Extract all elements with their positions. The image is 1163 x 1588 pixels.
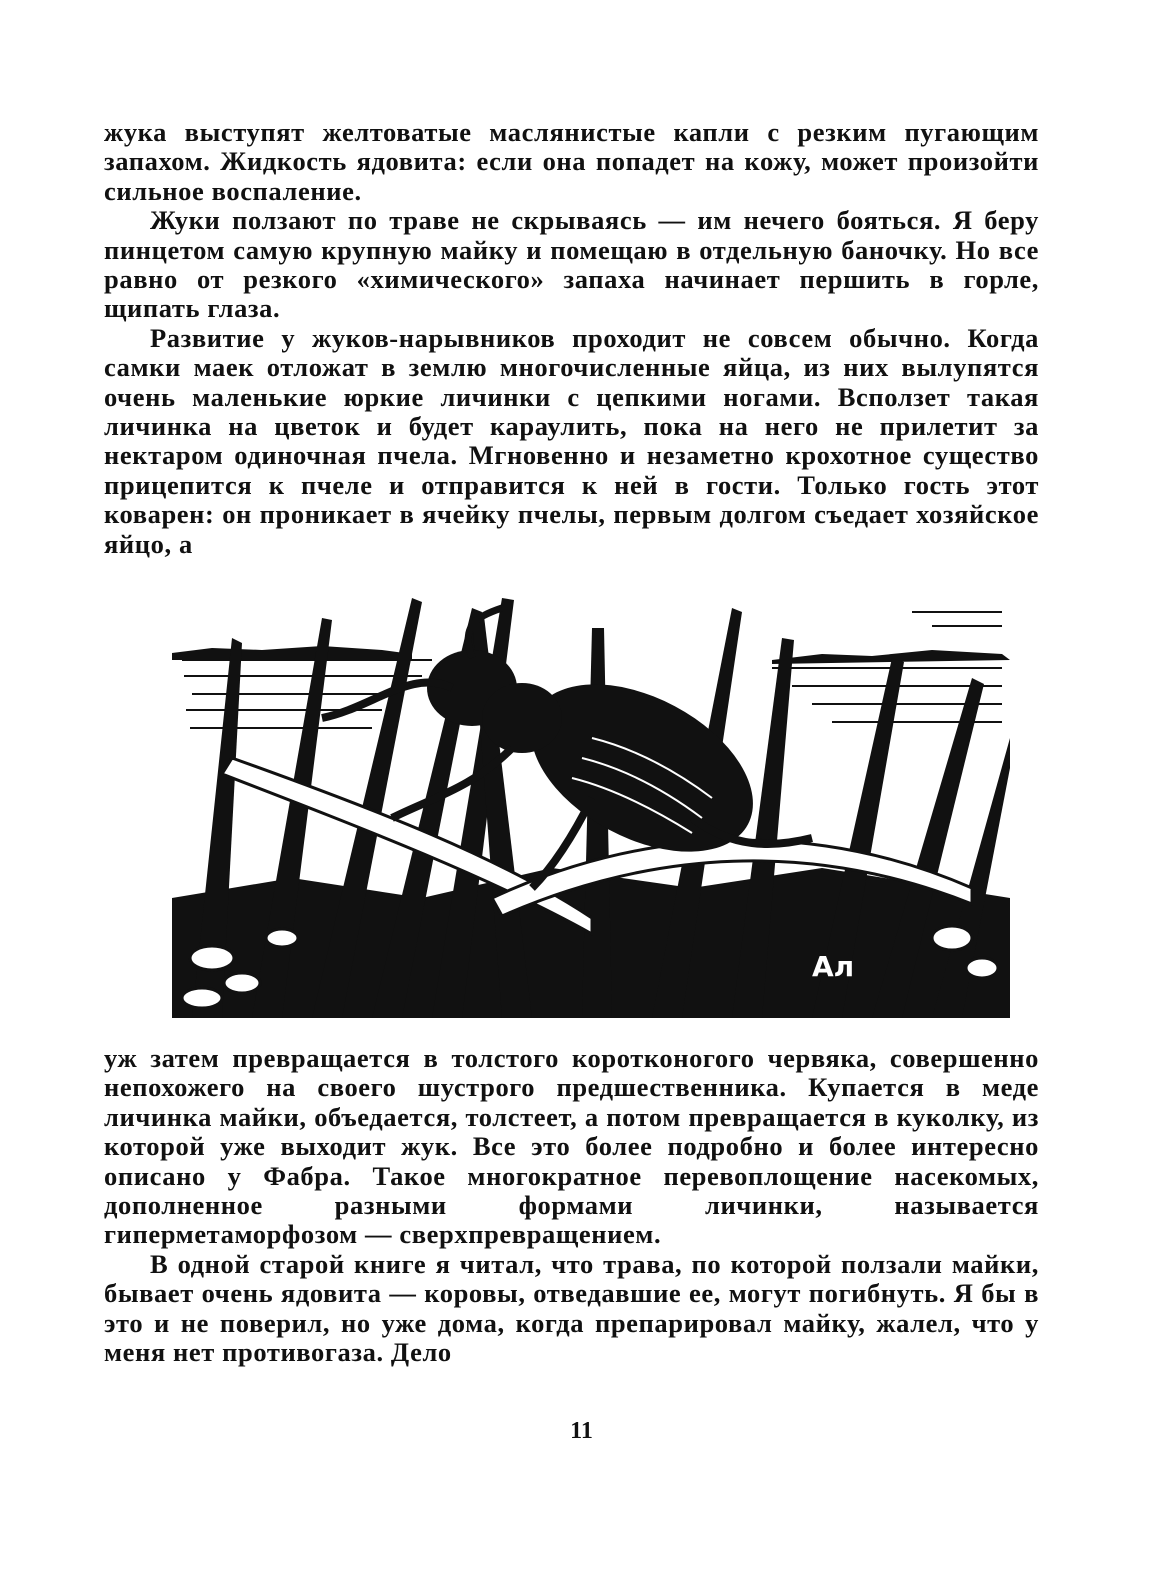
text-block-bottom — [104, 1044, 1039, 1367]
paragraph-beetles-crawl: Жуки ползают по траве не скрываясь — им нечего бояться. Я беру пинцетом самую крупную майку и помещаю в отдельную баночку. Но все равно от резкого «химического» запаха начинает першить в горле, щипать глаза. — [104, 205, 1039, 324]
artist-signature: Ал — [812, 950, 855, 983]
page-number: 11 — [570, 1418, 593, 1444]
paragraph-development: Развитие у жуков-нарывников проходит не совсем обычно. Когда самки маек отложат в землю многочисленные яйца, из них вылупятся очень маленькие юркие личинки с цепкими ногами. Всползет такая личинка на цветок и будет караулить, пока на него не прилетит за нектаром одиночная пчела. Мгновенно и незаметно крохотное существо прицепится к пчеле и отправится к ней в гости. Только гость этот коварен: он проникает в ячейку пчелы, первым долгом съедает хозяйское яйцо, а — [104, 322, 1039, 559]
illustration-drawing — [172, 598, 1010, 1018]
paragraph-larva-transformation: уж затем превращается в толстого коротконогого червяка, совершенно непохожего на своего шустрого предшественника. Купается в меде личинка майки, объедается, толстеет, а потом превращается в куколку, из которой уже выходит жук. Все это более подробно и более интересно описано у Фабра. Такое многократное перевоплощение насекомых, дополненное разными формами личинки, называется гиперметаморфозом — сверхпревращением. — [104, 1043, 1039, 1250]
text-block-top — [104, 118, 1039, 559]
paragraph-continuation: жука выступят желтоватые маслянистые капли с резким пугающим запахом. Жидкость ядовита: если она попадет на кожу, может произойти сильное воспаление. — [104, 117, 1039, 206]
illustration-blister-beetle — [172, 598, 1010, 1018]
paragraph-old-book: В одной старой книге я читал, что трава, по которой ползали майки, бывает очень ядовита — коровы, отведавшие ее, могут погибнуть. Я бы в это и не поверил, но уже дома, когда препарировал майку, жалел, что у меня нет противогаза. Дело — [104, 1248, 1039, 1368]
